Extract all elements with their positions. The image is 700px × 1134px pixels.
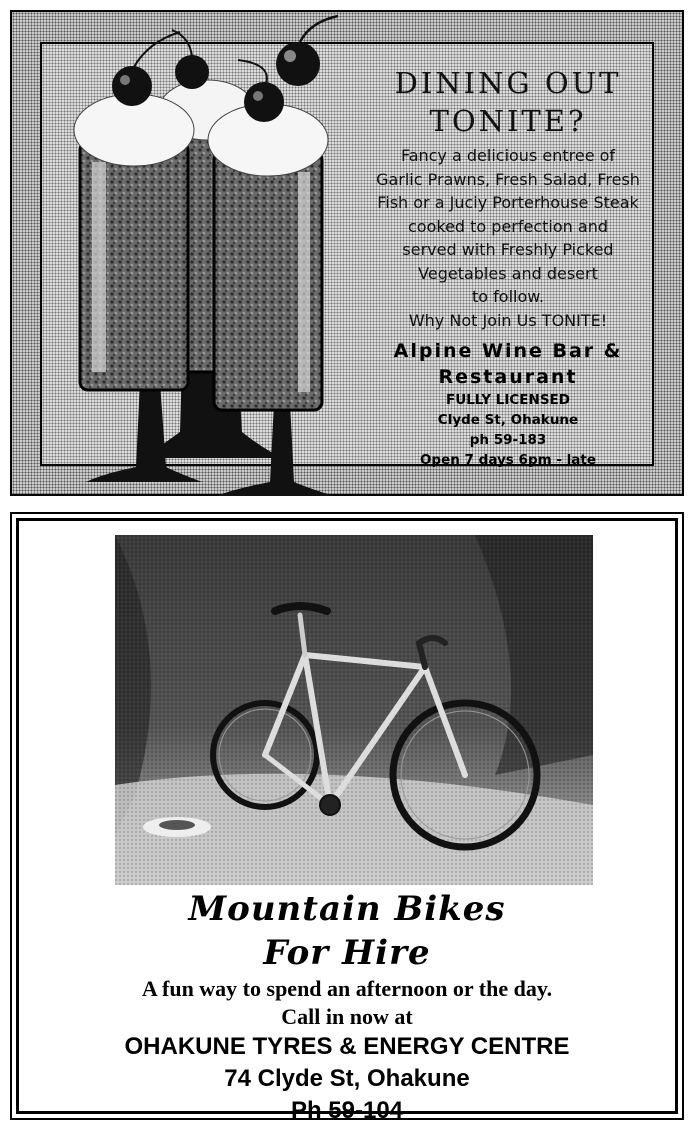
body-line: Garlic Prawns, Fresh Salad, Fresh: [376, 169, 640, 189]
body-line: cooked to perfection and: [408, 216, 608, 236]
cherry-top-right: [276, 16, 338, 86]
restaurant-name-line-2: Restaurant: [438, 366, 578, 388]
restaurant-address: Clyde St, Ohakune: [437, 412, 579, 428]
opening-hours: Open 7 days 6pm - late: [419, 452, 597, 468]
headline-line-2: TONITE?: [429, 104, 587, 138]
restaurant-phone: ph 59-183: [469, 432, 547, 448]
title-line-1: Mountain Bikes: [188, 889, 506, 929]
mountain-bike-photo: [115, 535, 593, 885]
dining-body: [352, 144, 664, 332]
licence-text: FULLY LICENSED: [446, 392, 570, 408]
bike-ad-address: 74 Clyde St, Ohakune: [224, 1065, 470, 1092]
bike-ad-phone: Ph 59-104: [290, 1097, 404, 1124]
headline-line-1: DINING OUT: [394, 66, 622, 100]
dining-ad: [10, 10, 684, 496]
body-line: Why Not Join Us TONITE!: [408, 310, 608, 330]
dining-ad-text: [352, 64, 664, 470]
bike-ad-call-in: Call in now at: [281, 1004, 413, 1029]
bike-ad-tagline: A fun way to spend an afternoon or the day.: [141, 976, 553, 1001]
restaurant-name: [352, 338, 664, 390]
bike-ad-text: [19, 887, 675, 1127]
body-line: to follow.: [472, 287, 544, 306]
title-line-2: For Hire: [263, 933, 431, 973]
floor-object: [143, 817, 211, 837]
bike-hire-ad: [10, 512, 684, 1124]
bike-ad-business-name: OHAKUNE TYRES & ENERGY CENTRE: [124, 1033, 570, 1060]
bike-ad-inner-frame: [16, 518, 678, 1124]
body-line: Vegetables and desert: [418, 263, 598, 283]
sundae-glasses-illustration: [62, 12, 352, 496]
body-line: Fancy a delicious entree of: [400, 146, 616, 165]
body-line: served with Freshly Picked: [402, 240, 614, 259]
restaurant-name-line-1: Alpine Wine Bar &: [393, 340, 623, 362]
dining-headline: [352, 64, 664, 140]
body-line: Fish or a Juciy Porterhouse Steak: [377, 193, 639, 212]
bike-ad-title: [19, 887, 675, 975]
